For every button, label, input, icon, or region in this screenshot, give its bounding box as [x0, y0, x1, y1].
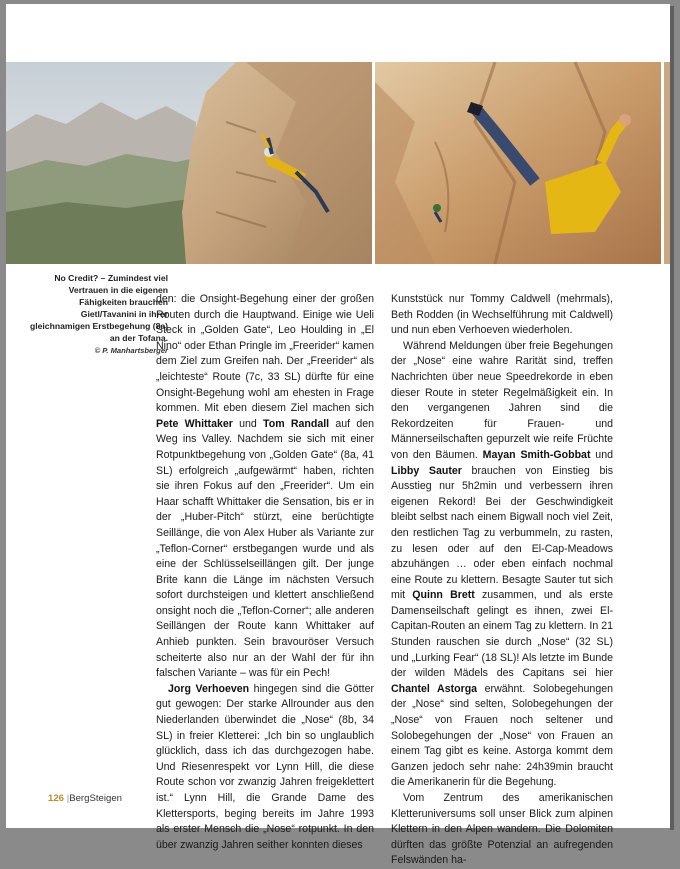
text-run: und [232, 417, 264, 430]
text-run: den: die Onsight-Begehung einer der großen Routen durch die Hauptwand. Einige wie Ueli Steck in „Golden Gate“, Leo Houlding in „El Nino“ oder Ethan Pringle im „Freerider“ kamen dem Ziel zum Greifen nah. Der „Freerider“ als „leichteste“ Route (7c, 33 SL) dürfte für eine Onsight-Begehung wohl am ehesten in Frage kommen. Mit eben diesem Ziel machen sich [156, 293, 374, 415]
climber-name: Chantel Astorga [391, 682, 478, 695]
climber-photo-right [375, 62, 661, 264]
climber-photo-left [6, 62, 372, 264]
climber-name: Pete Whittaker [156, 417, 233, 430]
paragraph [391, 339, 613, 791]
climber-name: Quinn Brett [412, 589, 475, 602]
page-shadow [670, 6, 674, 830]
magazine-page [6, 4, 670, 867]
text-run: und [590, 448, 613, 461]
paragraph [156, 292, 374, 682]
text-column-2 [391, 292, 613, 869]
paragraph [156, 682, 374, 854]
footer-separator: | [66, 793, 70, 804]
photo-credit: © P. Manhartsberger [94, 345, 168, 355]
page-footer [48, 793, 122, 804]
climber-name: Mayan Smith-Gobbat [482, 448, 591, 461]
climber-name: Jorg Verhoeven [168, 682, 250, 695]
text-run: auf den Weg ins Valley. Nachdem sie sich mit einer Rotpunktbegehung von „Golden Gate“ (8a, 41 SL) erfolgreich „aufgewärmt“ haben, richten sie ihren Fokus auf den „Freerider“. Um ein Haar schafft Whittaker die Sensation, bis er in der „Huber-Pitch“ stürzt, eine berüchtigte Seillänge, die von Alex Huber als Variante zur „Teflon-Corner“ erstbegangen wurde und als eine der Schlüsselseillängen gilt. Der junge Brite kann die Länge im nächsten Versuch sofort durchsteigen und klettert anschließend onsight noch die „Teflon-Corner“; alle anderen Seillängen der Route kann Whittaker auf Anhieb punkten. Sein bravouröser Versuch scheiterte also nur an der Wahl der für ihn falschen Variante – was für ein Pech! [156, 417, 375, 680]
page-number: 126 [48, 793, 65, 804]
text-column-1 [156, 292, 374, 853]
text-run: Während Meldungen über freie Begehungen der „Nose“ eine wahre Rarität sind, treffen Nachrichten über neue Speedrekorde in eben dieser Route in steter Regelmäßigkeit ein. In den vergangenen Jahren sind die Rekordzeiten für Frauen- und Männerseilschaften gepurzelt wie reife Früchte von den Bäumen. [391, 339, 613, 461]
text-run: erwähnt. Solobegehungen der „Nose“ sind selten, Solobegehungen der „Nose“ von Frauen noch seltener und Solobegehungen der „Nose“ von Frauen an einem Tag gibt es keine. Astorga kommt dem Ganzen jedoch sehr nahe: 24h39min braucht die Amerikanerin für die Begehung. [391, 682, 613, 789]
climber-name: Tom Randall [263, 417, 330, 430]
magazine-name: BergSteigen [69, 793, 122, 804]
text-run: zusammen, und als erste Damenseilschaft gelingt es ihnen, zwei El-Capitan-Routen an einem Tag zu klettern. In 21 Stunden rauschen sie durch „Nose“ (32 SL) und „Lurking Fear“ (18 SL)! Als letzte im Bunde der wilden Mädels des Capitans sei hier [391, 589, 613, 680]
paragraph: Kunststück nur Tommy Caldwell (mehrmals), Beth Rodden (in Wechselführung mit Caldwell) und nun eben Verhoeven wiederholen. [391, 293, 613, 337]
caption-text: No Credit? – Zumindest viel Vertrauen in die eigenen Fähigkeiten brauchen Gietl/Tavanini in ihrer gleichnamigen Erstbegehung (8a) an der Tofana. [30, 273, 168, 344]
text-run: hingegen sind die Götter gut gewogen: Der starke Allrounder aus den Niederlanden überwindet die „Nose“ (8b, 34 SL) in freier Kletterei: „Ich bin so unglaublich glücklich, dass ich das durchgezogen habe. Und Riesenrespekt vor Lynn Hill, die diese Route schon vor zwanzig Jahren freigeklettert ist.“ Lynn Hill, die Grande Dame des Klettersports, beging bereits im Jahre 1993 als erster Mensch die „Nose“ rotpunkt. In den über zwanzig Jahren seither konnten dieses [156, 682, 374, 851]
photo-caption [22, 272, 168, 357]
paragraph: Vom Zentrum des amerikanischen Kletteruniversums soll unser Blick zum alpinen Klettern in den Alpen wandern. Die Dolomiten dürften das größte Potenzial an aufregenden Felswänden ha- [391, 792, 613, 867]
climber-name: Libby Sauter [391, 464, 462, 477]
photo-edge [664, 62, 670, 264]
text-run: brauchen von Einstieg bis Ausstieg nur 5h2min und verbessern ihren eigenen Rekord! Bei der Geschwindigkeit bleibt selbst nach einem Bigwall noch viel Zeit, den restlichen Tag zu verbummeln, zu rasten, zu lesen oder auf den El-Cap-Meadows abzuhängen … oder eben einfach nochmal eine Route zu klettern. Besagte Sauter tut sich mit [391, 464, 613, 602]
